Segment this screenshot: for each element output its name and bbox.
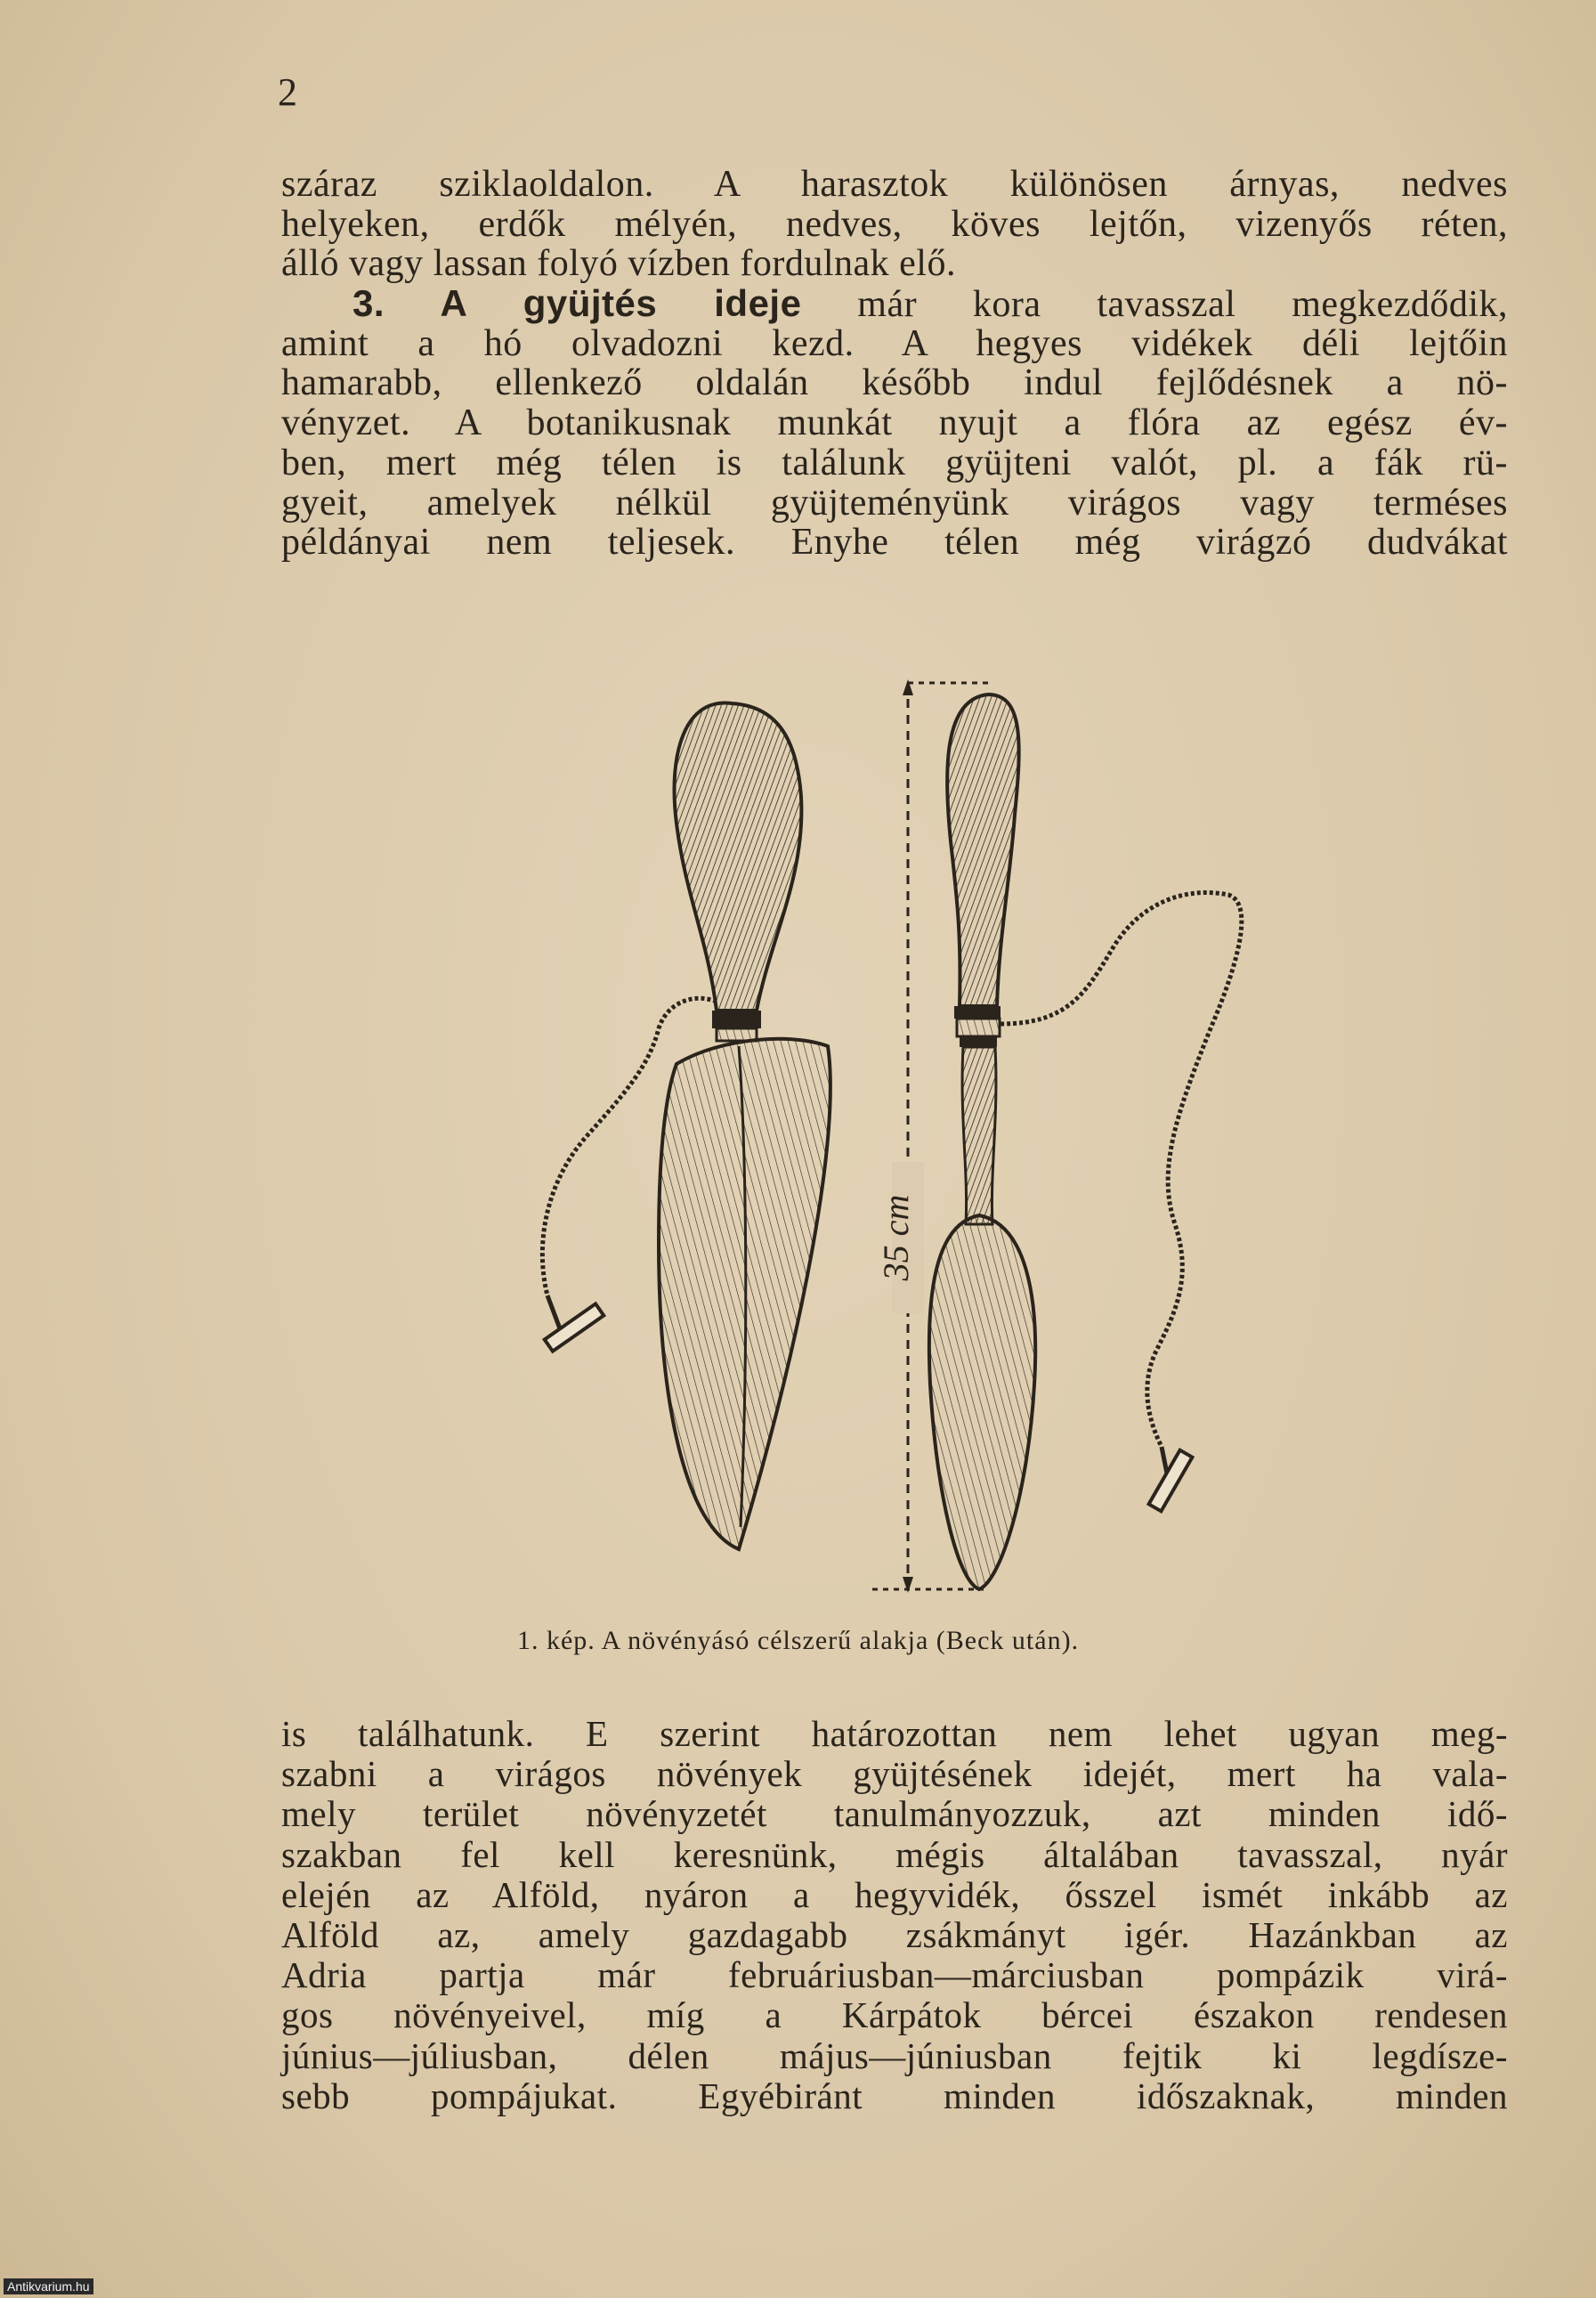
figure-caption: 1. kép. A növényásó célszerű alakja (Beck után). (516, 1626, 1080, 1655)
text-line: vényzet. A botanikusnak munkát nyujt a flóra az egész év- (281, 402, 1508, 444)
text-line: helyeken, erdők mélyén, nedves, köves lejtőn, vizenyős réten, (281, 203, 1508, 245)
text-line: szabni a virágos növények gyüjtésének idejét, mert ha vala- (281, 1753, 1508, 1795)
right-trowel (929, 694, 1242, 1589)
section-first-line-rest: már kora tavasszal megkezdődik, (801, 284, 1509, 326)
text-line: száraz sziklaoldalon. A harasztok különösen árnyas, nedves (281, 164, 1508, 205)
text-line: gyeit, amelyek nélkül gyüjteményünk virágos vagy terméses (281, 482, 1508, 524)
text-line: ben, mert még télen is találunk gyüjteni valót, pl. a fák rü- (281, 442, 1508, 483)
section-first-line (281, 284, 1508, 324)
text-line: szakban fel kell keresnünk, mégis általában tavasszal, nyár (281, 1833, 1508, 1875)
text-line: Alföld az, amely gazdagabb zsákmányt igér. Hazánkban az (281, 1913, 1508, 1955)
text-line: álló vagy lassan folyó vízben fordulnak elő. (281, 243, 956, 285)
text-line: Adria partja már februáriusban—márciusban pompázik virá- (281, 1954, 1508, 1996)
text-line: sebb pompájukat. Egyébiránt minden időszaknak, minden (281, 2075, 1508, 2116)
text-block-bottom (281, 1714, 1508, 2116)
text-line: amint a hó olvadozni kezd. A hegyes vidékek déli lejtőin (281, 322, 1508, 364)
text-block-top (281, 165, 1508, 563)
figure-trowel-illustration (534, 672, 1264, 1607)
text-line: elején az Alföld, nyáron a hegyvidék, ősszel ismét inkább az (281, 1873, 1508, 1915)
text-line: is találhatunk. E szerint határozottan nem lehet ugyan meg- (281, 1713, 1508, 1754)
measure-label: 35 cm (876, 1194, 916, 1281)
text-line: példányai nem teljesek. Enyhe télen még virágzó dudvákat (281, 522, 1508, 564)
text-line: gos növényeivel, míg a Kárpátok bércei északon rendesen (281, 1994, 1508, 2036)
page-number: 2 (278, 70, 297, 114)
text-line: mely terület növényzetét tanulmányozzuk, azt minden idő- (281, 1793, 1508, 1835)
section-heading: 3. A gyüjtés ideje (352, 282, 802, 325)
text-line: hamarabb, ellenkező oldalán később indul fejlődésnek a nö- (281, 362, 1508, 404)
watermark: Antikvarium.hu (4, 2278, 93, 2294)
text-line: június—júliusban, délen május—júniusban fejtik ki legdísze- (281, 2034, 1508, 2076)
left-trowel (542, 702, 830, 1549)
